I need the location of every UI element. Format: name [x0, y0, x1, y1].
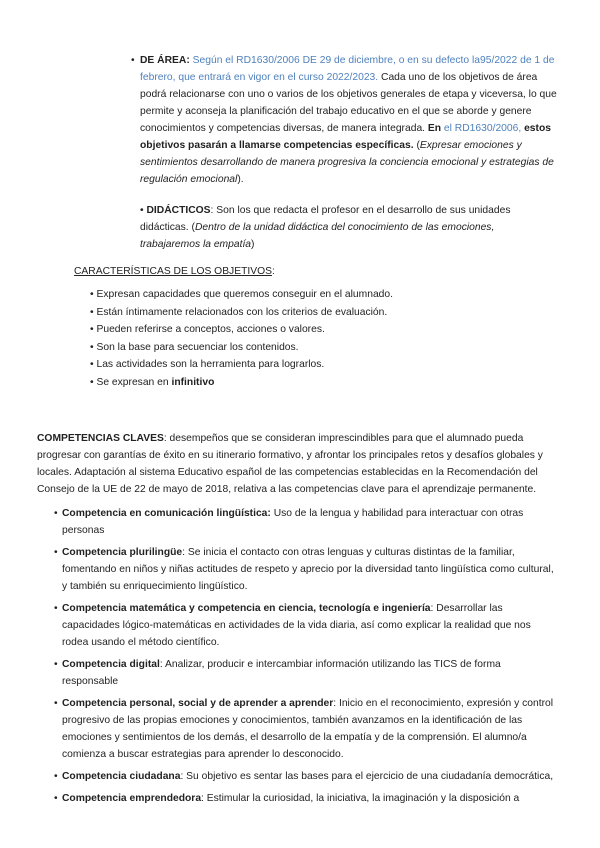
caracteristicas-title: CARACTERÍSTICAS DE LOS OBJETIVOS	[74, 266, 272, 277]
area-ref-link[interactable]: Según el RD1630/2006 DE 29 de diciembre, o en su defecto la95/2022 de 1 de febrero, que entrará en vigor en el curso 2022/2023.	[140, 55, 555, 83]
competencia-text: : Inicio en el reconocimiento, expresión y control progresivo de las propias emociones y conocimientos, también avanzamos en la identificación de las emociones y sentimientos de los demás, el desarrollo de la empatía y de la comprensión. El alumno/a comienza a buscar estrategias para aprender lo desconocido.	[62, 698, 554, 760]
infinitivo-bold: infinitivo	[171, 376, 215, 388]
competencias-intro-paragraph	[37, 430, 563, 498]
list-item: • Están íntimamente relacionados con los criterios de evaluación.	[90, 306, 388, 318]
competencia-name: Competencia plurilingüe	[62, 547, 183, 558]
list-item-text: Están íntimamente relacionados con los criterios de evaluación.	[96, 306, 388, 318]
caracteristicas-colon: :	[271, 266, 275, 277]
didacticos-bullet: •	[140, 205, 147, 216]
bullet: •	[54, 698, 58, 709]
competencia-item	[54, 656, 554, 690]
list-item-text: Se expresan en	[96, 376, 172, 388]
competencia-text: : Analizar, producir e intercambiar información utilizando las TICS de forma responsable	[62, 659, 501, 687]
competencia-item	[54, 790, 554, 807]
list-item: • Se expresan en infinitivo	[90, 376, 215, 388]
list-item: • Pueden referirse a conceptos, acciones o valores.	[90, 324, 325, 336]
competencias-intro: : desempeños que se consideran imprescindibles para que el alumnado pueda progresar con garantías de éxito en su itinerario formativo, y afrontar los principales retos y desafíos globales y locales. Adaptación al sistema Educativo español de las competencias establecidas en la Recomendación del Consejo de la UE de 22 de mayo de 2018, relativa a las competencias clave para el aprendizaje permanente.	[37, 433, 543, 495]
competencia-text: Uso de la lengua y habilidad para interactuar con otras personas	[62, 508, 524, 536]
list-item-text: Las actividades son la herramienta para lograrlos.	[96, 359, 325, 371]
area-en: En	[427, 123, 442, 134]
competencia-name: Competencia ciudadana	[62, 771, 181, 782]
list-item: • Son la base para secuenciar los contenidos.	[90, 341, 299, 353]
objetivo-area-bullet: •	[131, 55, 135, 66]
didacticos-italic: Dentro de la unidad didáctica del conocimiento de las emociones, trabajaremos la empatía	[140, 222, 495, 250]
bullet: •	[54, 603, 58, 614]
competencia-name: Competencia personal, social y de aprender a aprender	[62, 698, 334, 709]
competencia-text: : Estimular la curiosidad, la iniciativa, la imaginación y la disposición a	[201, 793, 520, 804]
caracteristicas-heading	[74, 263, 275, 280]
list-item: • Expresan capacidades que queremos conseguir en el alumnado.	[90, 289, 393, 300]
area-paren-open: (	[413, 140, 420, 151]
didacticos-label: DIDÁCTICOS	[146, 205, 211, 216]
competencia-item	[54, 544, 554, 595]
competencias-title: COMPETENCIAS CLAVES	[37, 433, 164, 444]
bullet: •	[54, 793, 58, 804]
didacticos-text: : Son los que redacta el profesor en el desarrollo de sus unidades didácticas. (	[140, 205, 511, 233]
competencia-name: Competencia emprendedora	[62, 793, 202, 804]
competencias-list	[54, 505, 554, 812]
list-item: • Las actividades son la herramienta para lograrlos.	[90, 359, 325, 371]
area-text: Cada uno de los objetivos de área podrá relacionarse con uno o varios de los objetivos generales de etapa y viceversa, lo que permite y aconseja la planificación del trabajo educativo en el que se aborde y genere conocimientos y competencias diversas, de manera integrada.	[140, 72, 557, 134]
list-item-text: Son la base para secuenciar los contenidos.	[96, 341, 299, 353]
caracteristicas-list	[90, 286, 510, 392]
area-bold-text: estos objetivos pasarán a llamarse competencias específicas.	[140, 123, 551, 151]
area-paren-close: ).	[237, 174, 244, 185]
area-ref2-link[interactable]: el RD1630/2006,	[441, 123, 522, 134]
bullet: •	[54, 659, 58, 670]
area-italic-example: Expresar emociones y sentimientos desarrollando de manera progresiva la conciencia emocional y estrategias de regulación emocional	[140, 140, 554, 185]
list-item-text: Pueden referirse a conceptos, acciones o valores.	[96, 324, 325, 336]
list-item-text: Expresan capacidades que queremos conseguir en el alumnado.	[96, 289, 393, 300]
didacticos-close: )	[251, 239, 255, 250]
competencia-text: : Su objetivo es sentar las bases para el ejercicio de una ciudadanía democrática,	[180, 771, 554, 782]
competencia-item	[54, 505, 554, 539]
competencia-item	[54, 768, 554, 785]
competencia-text: : Se inicia el contacto con otras lenguas y culturas distintas de la familiar, fomentando en niños y niñas actitudes de respeto y aprecio por la diversidad tanto lingüística como cultural, y también su enriquecimiento lingüístico.	[62, 547, 554, 592]
competencia-item	[54, 600, 554, 651]
bullet: •	[54, 547, 58, 558]
competencia-name: Competencia en comunicación lingüística:	[62, 508, 271, 519]
competencia-item	[54, 695, 554, 763]
area-label: DE ÁREA:	[140, 55, 190, 66]
competencia-name: Competencia matemática y competencia en ciencia, tecnología e ingeniería	[62, 603, 431, 614]
objetivo-didacticos-paragraph	[140, 202, 530, 253]
bullet: •	[54, 508, 58, 519]
objetivo-area-paragraph	[140, 52, 560, 188]
bullet: •	[54, 771, 58, 782]
competencia-text: : Desarrollar las capacidades lógico-matemáticas en actividades de la vida diaria, así como explicar la realidad que nos rodea usando el método científico.	[62, 603, 531, 648]
competencia-name: Competencia digital	[62, 659, 160, 670]
